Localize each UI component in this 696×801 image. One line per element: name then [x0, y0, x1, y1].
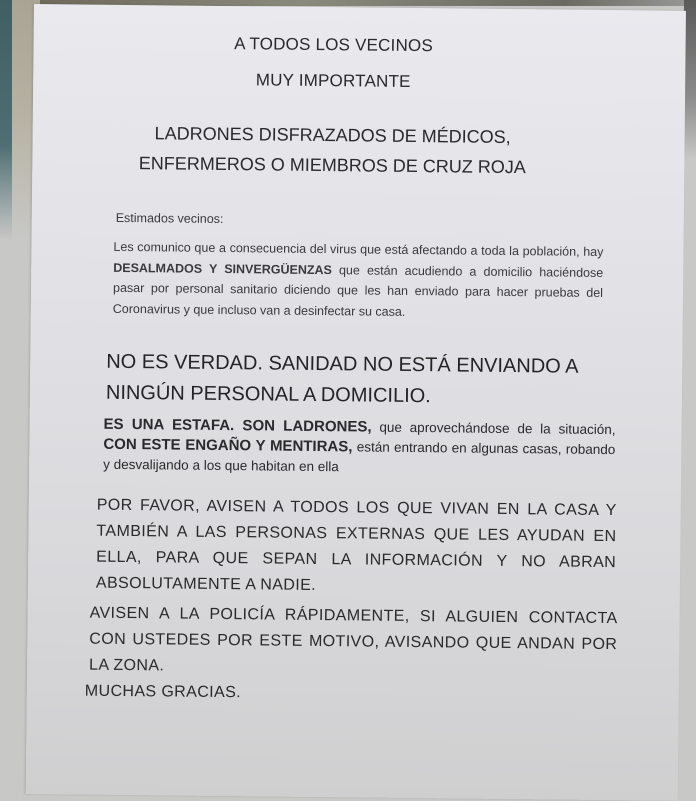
- warning-heading: NO ES VERDAD. SANIDAD NO ESTÁ ENVIANDO A NINGÚN PERSONAL A DOMICILIO.: [105, 350, 578, 408]
- background-wall-left: [0, 0, 12, 240]
- paragraph-4: AVISEN A LA POLICÍA RÁPIDAMENTE, SI ALGUIEN CONTACTA CON USTEDES POR ESTE MOTIVO, AVISANDO QUE ANDAN POR LA ZONA.: [88, 604, 618, 675]
- paragraph-1: [113, 237, 604, 324]
- closing: MUCHAS GRACIAS.: [84, 682, 242, 702]
- header-line-2: MUY IMPORTANTE: [255, 70, 411, 91]
- paragraph-1-text-b: que están acudiendo a domicilio haciéndose pasar por personal sanitario diciendo que les han enviado para hacer pruebas del Coronavirus y que incluso van a desinfectar su casa.: [112, 262, 604, 319]
- paragraph-2: [103, 415, 616, 480]
- paragraph-2-text-2: están entrando en algunas casas, robando y desvalijando a los que habitan en ella: [103, 439, 616, 475]
- paragraph-1-text-a: Les comunico que a consecuencia del virus que está afectando a toda la población, hay: [113, 239, 604, 259]
- header-line-1: A TODOS LOS VECINOS: [234, 34, 434, 56]
- paragraph-2-bold-2: CON ESTE ENGAÑO Y MENTIRAS,: [103, 435, 353, 456]
- paragraph-2-text-1: que aprovechándose de la situación,: [371, 419, 616, 438]
- printed-notice: [26, 4, 686, 801]
- paragraph-2-bold-1: ES UNA ESTAFA. SON LADRONES,: [103, 415, 372, 436]
- title-line-1: LADRONES DISFRAZADOS DE MÉDICOS,: [154, 123, 511, 147]
- paragraph-1-bold: DESALMADOS Y SINVERGÜENZAS: [113, 260, 332, 277]
- greeting: Estimados vecinos:: [115, 210, 224, 226]
- paragraph-3: POR FAVOR, AVISEN A TODOS LOS QUE VIVAN EN LA CASA Y TAMBIÉN A LAS PERSONAS EXTERNAS QUE LES AYUDAN EN ELLA, PARA QUE SEPAN LA INFORMACIÓN Y NO ABRAN ABSOLUTAMENTE A NADIE.: [95, 496, 617, 594]
- title-line-2: ENFERMEROS O MIEMBROS DE CRUZ ROJA: [138, 153, 526, 178]
